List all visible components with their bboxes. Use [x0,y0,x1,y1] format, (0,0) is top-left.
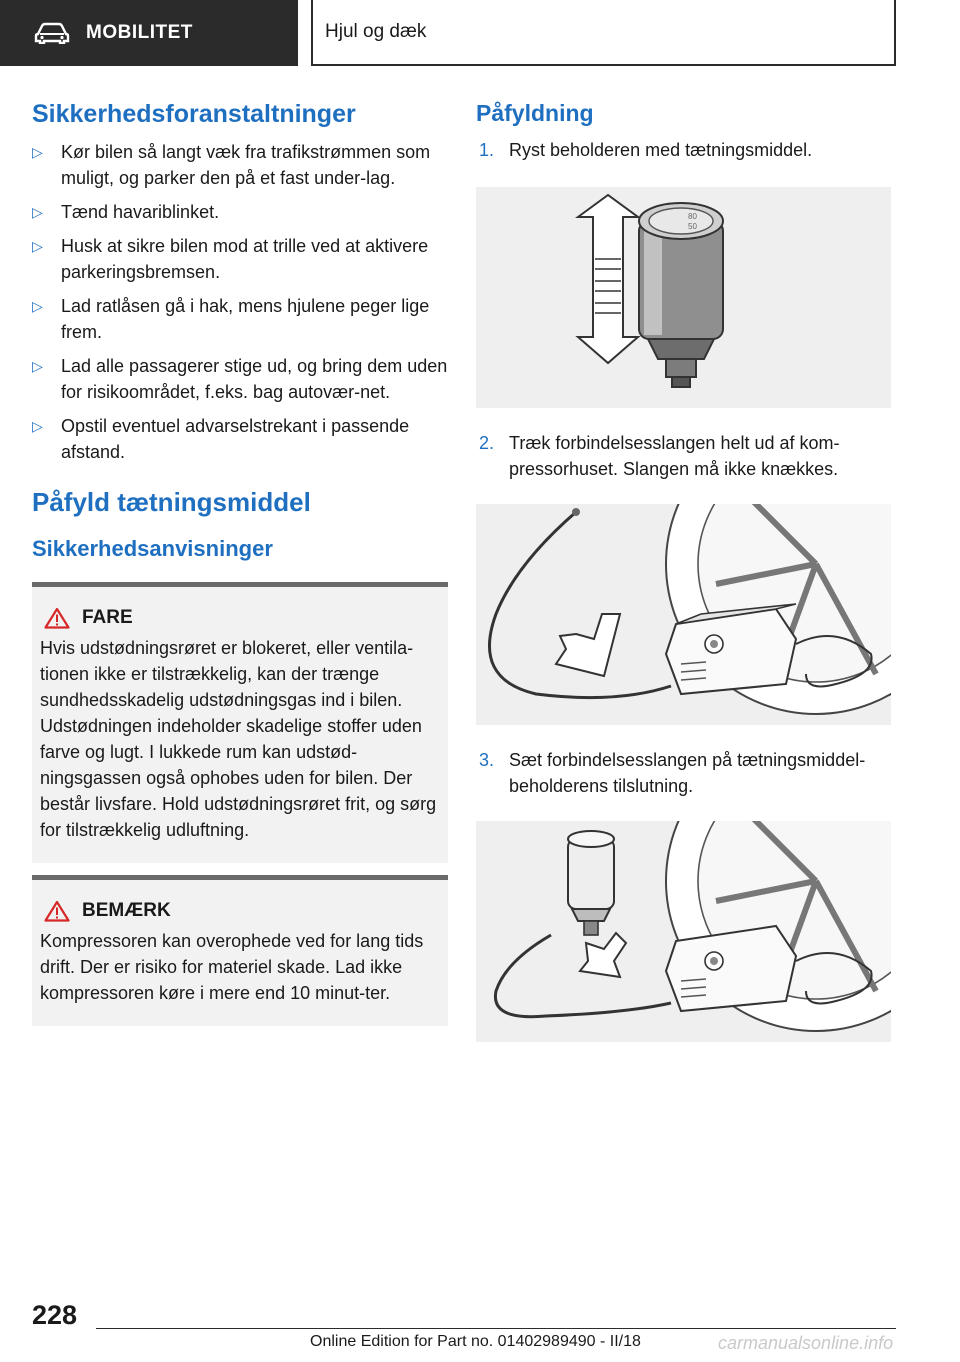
danger-text: Hvis udstødningsrøret er blokeret, eller ventila-tionen ikke er tilstrækkelig, kan der trænge sundhedsskadelig udstødningsgas ind i bilen. Udstødningen indeholder skadelige stoffer uden farve og lugt. I lukkede rum kan udstød-ningsgassen også ophobes uden for bilen. Der består livsfare. Hold udstødningsrøret frit, og sørg for tilstrækkelig udluftning. [40,638,437,840]
list-item: ▷ Kør bilen så langt væk fra trafikstrømmen som muligt, og parker den på et fast under-lag. [32,139,448,191]
edition-text: Online Edition for Part no. 01402989490 - II/18 [310,1333,641,1350]
page-header [0,0,960,66]
fill-heading: Påfyld tætningsmiddel [32,487,311,517]
warning-triangle-icon [44,607,70,629]
bullet-triangle-icon: ▷ [32,144,43,160]
notice-text: Kompressoren kan overophede ved for lang tids drift. Der er risiko for materiel skade. Lad ikke kompressoren køre i mere end 10 minut-ter. [40,931,424,1003]
list-item: ▷ Opstil eventuel advarselstrekant i passende afstand. [32,413,448,465]
bullet-triangle-icon: ▷ [32,298,43,314]
warning-triangle-icon [44,900,70,922]
bullet-triangle-icon: ▷ [32,204,43,220]
car-icon [34,22,70,44]
right-column [476,100,891,1064]
safety-heading: Sikkerhedsanvisninger [32,536,273,561]
bottle-label-top: 80 [688,212,697,221]
bottle-label-bottom: 50 [688,222,697,231]
step-item: 2. Træk forbindelsesslangen helt ud af kom-pressorhuset. Slangen må ikke knækkes. [479,433,840,479]
bullet-triangle-icon: ▷ [32,418,43,434]
precautions-heading: Sikkerhedsforanstaltninger [32,100,356,128]
precautions-list [32,139,448,465]
left-column [32,100,448,1038]
chapter-tab [0,0,298,66]
figure-shake-bottle [476,187,891,408]
step-item: 3. Sæt forbindelsesslangen på tætningsmiddel-beholderens tilslutning. [479,750,866,796]
notice-box [32,875,448,1026]
bottle-shake-illustration [476,187,891,408]
bottle-connect-illustration [476,821,891,1042]
figure-connect-hose [476,821,891,1042]
section-title: Hjul og dæk [325,21,427,42]
list-item: ▷ Lad alle passagerer stige ud, og bring dem uden for risikoområdet, f.eks. bag autovær-net. [32,353,448,405]
danger-label: FARE [82,607,133,628]
filling-heading: Påfyldning [476,100,594,126]
steps-list-2 [476,430,891,482]
steps-list-3 [476,747,891,799]
figure-pull-hose [476,504,891,725]
compressor-hose-illustration [476,504,891,725]
page-number: 228 [32,1300,78,1330]
list-item: ▷ Husk at sikre bilen mod at trille ved at aktivere parkeringsbremsen. [32,233,448,285]
bullet-triangle-icon: ▷ [32,238,43,254]
section-tab [311,0,896,66]
notice-label: BEMÆRK [82,900,171,921]
danger-box [32,582,448,863]
watermark: carmanualsonline.info [718,1333,894,1353]
list-item: ▷ Tænd havariblinket. [32,199,448,225]
steps-list [476,137,891,163]
chapter-title: MOBILITET [86,22,193,43]
list-item: ▷ Lad ratlåsen gå i hak, mens hjulene peger lige frem. [32,293,448,345]
footer-divider [96,1328,896,1329]
step-item: 1. Ryst beholderen med tætningsmiddel. [479,140,813,160]
bullet-triangle-icon: ▷ [32,358,43,374]
